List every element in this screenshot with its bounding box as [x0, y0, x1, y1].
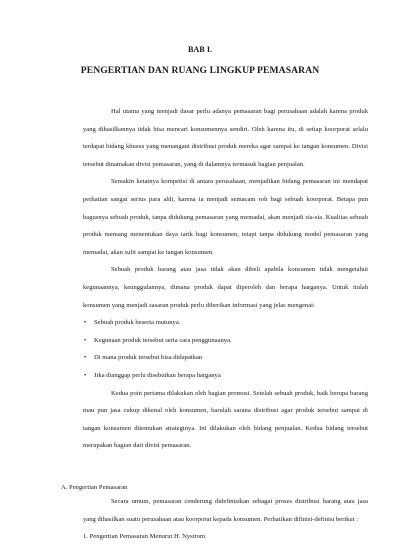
chapter-number: BAB I.: [187, 45, 213, 54]
main-body: [83, 103, 368, 455]
bullet-icon: •: [84, 354, 87, 362]
list-item: [83, 314, 368, 332]
paragraph-1: Hal utama yang menjadi dasar perlu adanya pemasaran bagi perusahaan adalah karena produk yang dihasilkannya tidak bisa mencari konsumennya sendiri. Oleh karena itu, di setiap koorporat selalu terdapat bidang khusus yang menangani distribusi produk mereka agar sampai ke tangan konsumen. Divisi tersebut dinamakan divisi pemasaran, yang di dalamnya termasuk bagian penjualan.: [83, 108, 368, 168]
section-body: [83, 493, 368, 546]
bullet-text: Jika dianggap perlu disebutkan berapa harganya: [94, 371, 221, 379]
closing-paragraph: Kedua poin pertama dilakukan oleh bagian promosi. Setelah sebuah produk, baik berupa barang mau pun jasa cukup dikenal oleh konsumen, barulah sarana distribusi agar produk tersebut sampai di tangan konsumen ditentukan strateginya. Ini dilakukan oleh bidang penjualan. Kedua bidang tersebut merupakan bagian dari divisi pemasaran.: [83, 389, 368, 450]
bullet-text: Di mana produk tersebut bisa didapatkan: [94, 354, 203, 362]
section-heading: A. Pengertian Pemasaran: [61, 484, 128, 491]
paragraph-2: Semakin ketatnya kompetisi di antara perusahaan, menjadikan bidang pemasaran ini mendapat perhatian sangat serius para ahli, karena ia menjadi semacam roh bagi sebuah koorporat. Betapa pun bagusnya sebuah produk, tanpa didukung pemasaran yang memadai, akan menjadi sia-sia. Kualitas sebuah produk memang menentukan daya tarik bagi konsumen, tetapi tanpa didukung model pemasaran yang memadai, akan sulit sampai ke tangan konsumen.: [83, 178, 368, 256]
numbered-item: 1. Pengertian Pemasaran Menurut H. Nystrom: [83, 533, 206, 541]
bullet-icon: •: [84, 319, 87, 327]
bullet-icon: •: [84, 371, 87, 379]
bullet-text: Kegunaan produk tersebut serta cara penggunaanya.: [94, 336, 232, 344]
list-item: [83, 367, 368, 385]
chapter-title: PENGERTIAN DAN RUANG LINGKUP PEMASARAN: [80, 65, 320, 76]
bullet-text: Sebuah produk beserta mutunya.: [94, 319, 181, 327]
list-item: [83, 332, 368, 350]
list-item: [83, 349, 368, 367]
bullet-list: [83, 314, 368, 384]
bullet-icon: •: [84, 336, 87, 344]
paragraph-3: Sebuah produk barang atau jasa tidak akan dibeli apabila konsumen tidak mengetahui kegunaannya, keunggulannya, dimana produk dapat diperoleh dan berapa harganya. Untuk itulah konsumen yang menjadi sasaran produk perlu diberikan informasi yang jelas mengenai:: [83, 266, 368, 309]
section-paragraph: Secara umum, pemasaran cenderung didefinisikan sebagai proses distribusi barang atau jasa yang dihasilkan suatu perusahaan atau koorporat kepada konsumen. Perhatikan difinisi-definisi berikut :: [83, 498, 368, 523]
